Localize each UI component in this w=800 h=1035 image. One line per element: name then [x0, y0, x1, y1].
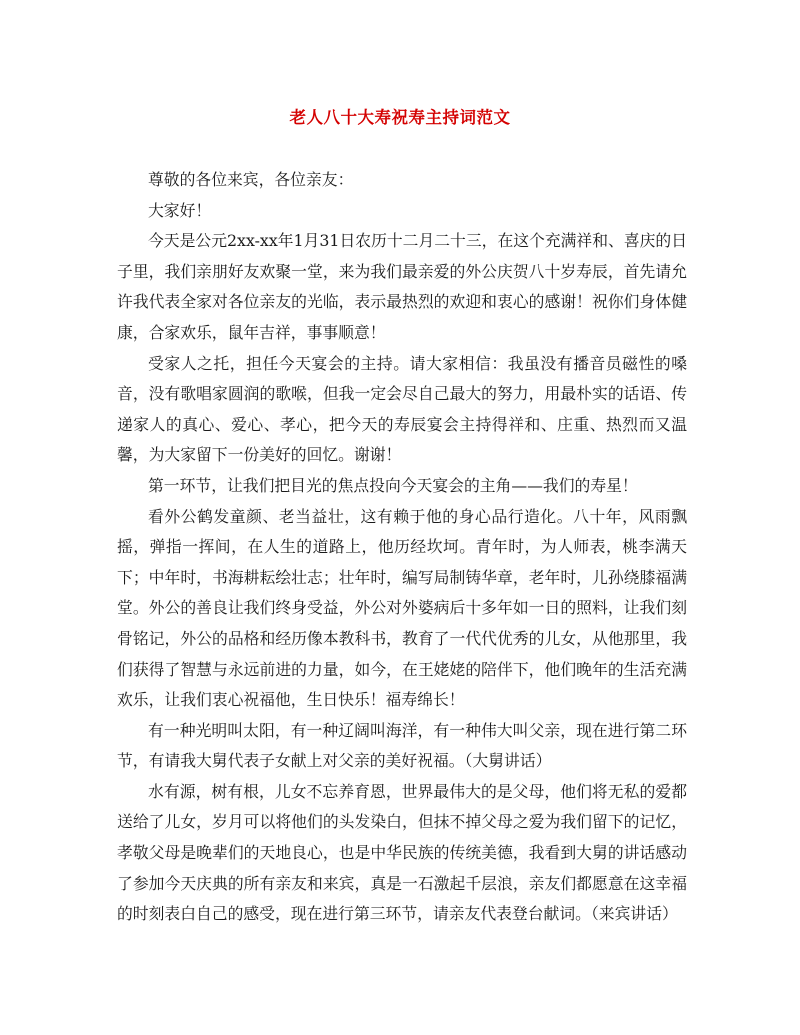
paragraph-salutation: 尊敬的各位来宾，各位亲友： — [148, 170, 354, 189]
paragraph-opening: 今天是公元2xx-xx年1月31日农历十二月二十三，在这个充满祥和、喜庆的日子里，我们亲朋好友欢聚一堂，来为我们最亲爱的外公庆贺八十岁寿辰，首先请允许我代表全家对各位亲友的光临，表示最热烈的欢迎和衷心的感谢！祝你们身体健康，合家欢乐，鼠年吉祥，事事顺意！ — [117, 231, 688, 342]
paragraph-section-two: 有一种光明叫太阳，有一种辽阔叫海洋，有一种伟大叫父亲，现在进行第二环节，有请我大舅代表子女献上对父亲的美好祝福。（大舅讲话） — [117, 720, 687, 771]
paragraph-section-one: 第一环节，让我们把目光的焦点投向今天宴会的主角——我们的寿星！ — [148, 475, 638, 495]
paragraph-section-three: 水有源，树有根，儿女不忘养育恩，世界最伟大的是父母，他们将无私的爱都送给了儿女，岁月可以将他们的头发染白，但抹不掉父母之爱为我们留下的记忆，孝敬父母是晚辈们的天地良心，也是中华民族的传统美德，我看到大舅的讲话感动了参加今天庆典的所有亲友和来宾，真是一石激起千层浪，亲友们都愿意在这幸福的时刻表白自己的感受，现在进行第三环节，请亲友代表登台献词。（来宾讲话） — [117, 781, 687, 924]
paragraph-greeting: 大家好！ — [148, 200, 212, 220]
document-title: 老人八十大寿祝寿主持词范文 — [289, 108, 511, 127]
paragraph-host-intro: 受家人之托，担任今天宴会的主持。请大家相信：我虽没有播音员磁性的嗓音，没有歌唱家圆润的歌喉，但我一定会尽自己最大的努力，用最朴实的话语、传递家人的真心、爱心、孝心，把今天的寿辰宴会主持得祥和、庄重、热烈而又温馨，为大家留下一份美好的回忆。谢谢！ — [117, 353, 687, 465]
paragraph-tribute: 看外公鹤发童颜、老当益壮，这有赖于他的身心品行造化。八十年，风雨飘摇，弹指一挥间，在人生的道路上，他历经坎坷。青年时，为人师表，桃李满天下；中年时，书海耕耘绘壮志；壮年时，编写局制铸华章，老年时，儿孙绕膝福满堂。外公的善良让我们终身受益，外公对外婆病后十多年如一日的照料，让我们刻骨铭记，外公的品格和经历像本教科书，教育了一代代优秀的儿女，从他那里，我们获得了智慧与永远前进的力量，如今，在王姥姥的陪伴下，他们晚年的生活充满欢乐，让我们衷心祝福他，生日快乐！福寿绵长！ — [117, 506, 687, 710]
document-body — [117, 165, 687, 930]
